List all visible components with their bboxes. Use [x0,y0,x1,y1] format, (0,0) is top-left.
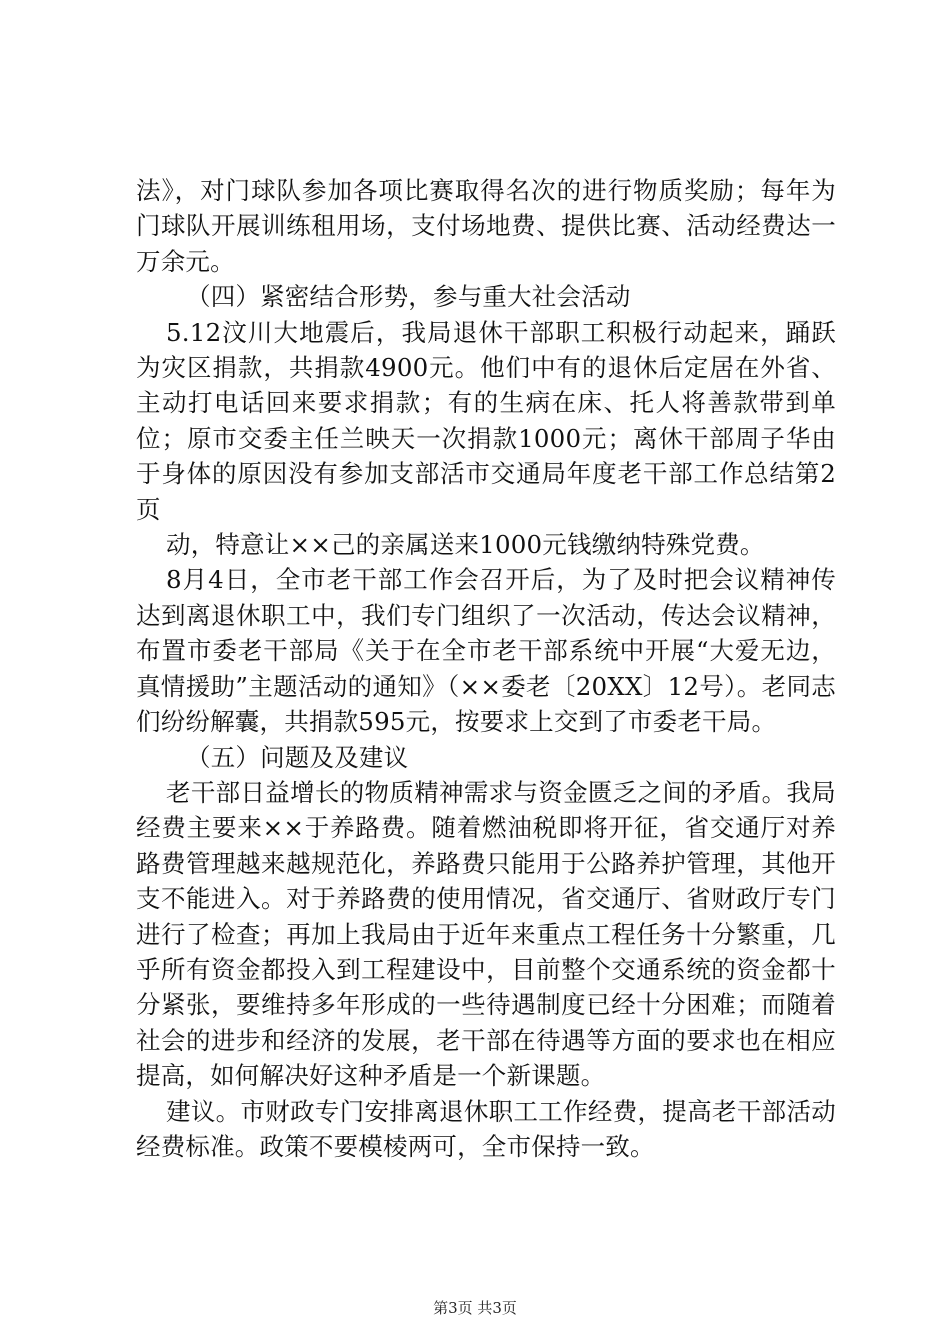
paragraph-funding-problem: 老干部日益增长的物质精神需求与资金匮乏之间的矛盾。我局经费主要来××于养路费。随着燃油税即将开征，省交通厅对养路费管理越来越规范化，养路费只能用于公路养护管理，其他开支不能进入。对于养路费的使用情况，省交通厅、省财政厅专门进行了检查；再加上我局由于近年来重点工程任务十分繁重，几乎所有资金都投入到工程建设中，目前整个交通系统的资金都十分紧张，要维持多年形成的一些待遇制度已经十分困难；而随着社会的进步和经济的发展，老干部在待遇等方面的要求也在相应提高，如何解决好这种矛盾是一个新课题。 [136,777,836,1091]
paragraph-meeting-donations: 8月4日，全市老干部工作会召开后，为了及时把会议精神传达到离退休职工中，我们专门组织了一次活动，传达会议精神，布置市委老干部局《关于在全市老干部系统中开展“大爱无边，真情援助”主题活动的通知》（××委老〔20XX〕12号）。老同志们纷纷解囊，共捐款595元，按要求上交到了市委老干局。 [136,565,836,737]
paragraph-earthquake-donations: 5.12汶川大地震后，我局退休干部职工积极行动起来，踊跃为灾区捐款，共捐款4900元。他们中有的退休后定居在外省、主动打电话回来要求捐款；有的生病在床、托人将善款带到单位；原市交委主任兰映天一次捐款1000元；离休干部周子华由于身体的原因没有参加支部活市交通局年度老干部工作总结第2页 [136,317,836,524]
paragraph-suggestion: 建议。市财政专门安排离退休职工工作经费，提高老干部活动经费标准。政策不要模棱两可，全市保持一致。 [136,1096,836,1161]
paragraph-award-funding: 法》，对门球队参加各项比赛取得名次的进行物质奖励；每年为门球队开展训练租用场，支付场地费、提供比赛、活动经费达一万余元。 [136,176,836,276]
section-heading-problems-suggestions: （五）问题及及建议 [186,742,409,772]
section-heading-social-activities: （四）紧密结合形势，参与重大社会活动 [186,282,631,312]
page-number-footer: 第3页 共3页 [433,1299,517,1317]
paragraph-party-fee: 动，特意让××己的亲属送来1000元钱缴纳特殊党费。 [166,530,765,560]
document-body [136,173,836,1164]
